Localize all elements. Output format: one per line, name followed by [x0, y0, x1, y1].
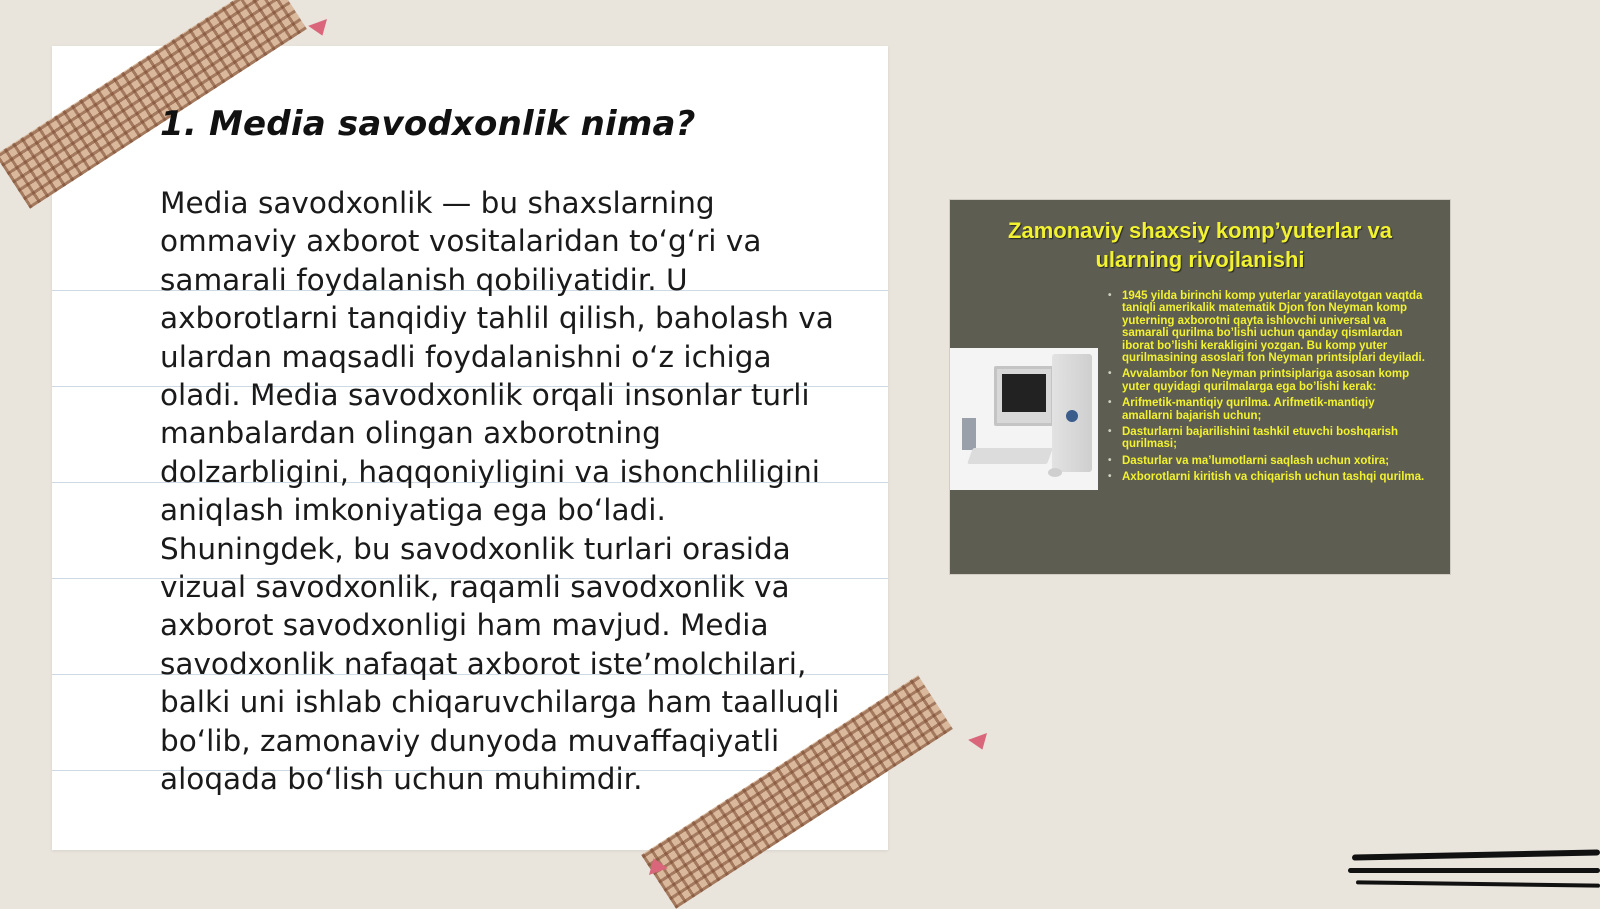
embedded-slide-image	[950, 200, 1450, 574]
brush-stroke-decoration	[1356, 880, 1600, 887]
slide-title: 1. Media savodxonlik nima?	[160, 104, 696, 144]
list-item: • Avvalambor fon Neyman printsiplariga asosan komp yuter quyidagi qurilmalarga ega bo’lishi kerak:	[1106, 368, 1428, 393]
list-item: • 1945 yilda birinchi komp yuterlar yaratilayotgan vaqtda taniqli amerikalik matematik Djon fon Neyman komp yuterning axborotni qayta ishlovchi universal va samarali qurilma bo’lishi uchun qanday qismlardan iborat bo’lishi kerakligini yozgan. Bu komp yuter qurilmasining asoslari fon Neyman printsiplari deyiladi.	[1106, 290, 1428, 364]
slide-body-text: Media savodxonlik — bu shaxslarning ommaviy axborot vositalaridan to‘g‘ri va samarali foydalanish qobiliyatidir. U axborotlarni tanqidiy tahlil qilish, baholash va ulardan maqsadli foydalanishni o‘z ichiga oladi. Media savodxonlik orqali insonlar turli manbalardan olingan axborotning dolzarbligini, haqqoniyligini va ishonchliligini aniqlash imkoniyatiga ega bo‘ladi. Shuningdek, bu savodxonlik turlari orasida vizual savodxonlik, raqamli savodxonlik va axborot savodxonligi ham mavjud. Media savodxonlik nafaqat axborot iste’molchilari, balki uni ishlab chiqaruvchilarga ham taalluqli bo‘lib, zamonaviy dunyoda muvaffaqiyatli aloqada bo‘lish uchun muhimdir.	[160, 186, 840, 797]
brush-stroke-decoration	[1348, 868, 1600, 873]
tape-heart-icon	[968, 733, 992, 753]
list-item: • Dasturlarni bajarilishini tashkil etuvchi boshqarish qurilmasi;	[1106, 426, 1428, 451]
list-item: • Axborotlarni kiritish va chiqarish uchun tashqi qurilma.	[1106, 471, 1428, 483]
speaker-icon	[962, 418, 976, 450]
brush-stroke-decoration	[1352, 849, 1600, 860]
list-item: • Dasturlar va ma’lumotlarni saqlash uchun xotira;	[1106, 455, 1428, 467]
tape-heart-icon	[308, 19, 332, 39]
keyboard-icon	[967, 448, 1053, 464]
pc-tower-icon	[1052, 354, 1092, 472]
computer-photo	[950, 348, 1098, 490]
embedded-bullet-list	[1106, 290, 1428, 488]
embedded-slide-title: Zamonaviy shaxsiy komp’yuterlar va ularning rivojlanishi	[1008, 218, 1392, 272]
monitor-icon	[994, 366, 1054, 426]
mouse-icon	[1048, 468, 1062, 477]
list-item: • Arifmetik-mantiqiy qurilma. Arifmetik-mantiqiy amallarni bajarish uchun;	[1106, 397, 1428, 422]
